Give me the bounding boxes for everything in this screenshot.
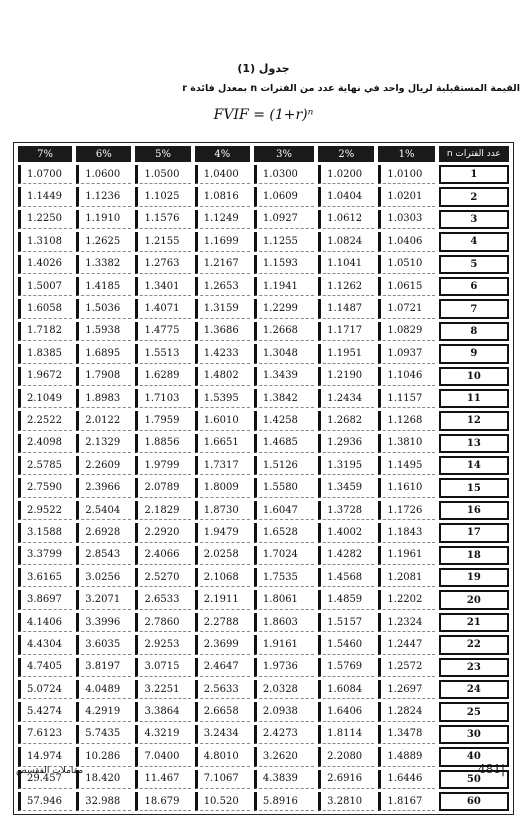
value-cell: 1.5007 — [18, 277, 72, 296]
value-cell: 2.5404 — [76, 501, 131, 520]
value-cell: 2.5633 — [195, 680, 250, 699]
value-cell: 1.1951 — [318, 344, 374, 363]
value-cell: 1.1262 — [318, 277, 374, 296]
value-cell: 2.3699 — [195, 635, 250, 654]
value-cell: 4.2919 — [76, 702, 131, 721]
value-cell: 1.1046 — [378, 367, 434, 386]
value-cell: 1.2155 — [135, 232, 190, 251]
value-cell: 4.3839 — [254, 770, 314, 789]
value-cell: 10.520 — [195, 792, 250, 811]
value-cell: 1.2763 — [135, 255, 190, 274]
header-rate-5: 5% — [135, 146, 190, 162]
table-row — [18, 747, 509, 766]
value-cell: 3.8697 — [18, 590, 72, 609]
table-row — [18, 255, 509, 274]
table-row — [18, 344, 509, 363]
value-cell: 29.457 — [18, 770, 72, 789]
value-cell: 1.6084 — [318, 680, 374, 699]
value-cell: 1.3048 — [254, 344, 314, 363]
value-cell: 1.0201 — [378, 187, 434, 206]
period-cell: 3 — [439, 210, 509, 229]
value-cell: 2.6916 — [318, 770, 374, 789]
value-cell: 2.7590 — [18, 478, 72, 497]
value-cell: 1.0615 — [378, 277, 434, 296]
value-cell: 1.1610 — [378, 478, 434, 497]
value-cell: 18.679 — [135, 792, 190, 811]
period-cell: 2 — [439, 187, 509, 206]
value-cell: 1.1041 — [318, 255, 374, 274]
period-cell: 25 — [439, 702, 509, 721]
value-cell: 1.2434 — [318, 389, 374, 408]
value-cell: 1.1495 — [378, 456, 434, 475]
table-row — [18, 635, 509, 654]
value-cell: 1.2697 — [378, 680, 434, 699]
value-cell: 1.9736 — [254, 658, 314, 677]
value-cell: 4.7405 — [18, 658, 72, 677]
value-cell: 1.5126 — [254, 456, 314, 475]
header-rate-6: 6% — [76, 146, 131, 162]
value-cell: 1.8167 — [378, 792, 434, 811]
value-cell: 2.2080 — [318, 747, 374, 766]
value-cell: 3.3799 — [18, 546, 72, 565]
value-cell: 7.0400 — [135, 747, 190, 766]
value-cell: 1.0400 — [195, 165, 250, 184]
table-row — [18, 367, 509, 386]
value-cell: 1.0200 — [318, 165, 374, 184]
period-cell: 23 — [439, 658, 509, 677]
value-cell: 1.2653 — [195, 277, 250, 296]
value-cell: 1.3810 — [378, 434, 434, 453]
value-cell: 7.6123 — [18, 725, 72, 744]
value-cell: 3.2620 — [254, 747, 314, 766]
value-cell: 1.5036 — [76, 299, 131, 318]
value-cell: 1.4185 — [76, 277, 131, 296]
value-cell: 1.4685 — [254, 434, 314, 453]
value-cell: 1.1843 — [378, 523, 434, 542]
value-cell: 2.1049 — [18, 389, 72, 408]
value-cell: 1.6406 — [318, 702, 374, 721]
table-row — [18, 792, 509, 811]
value-cell: 11.467 — [135, 770, 190, 789]
value-cell: 1.1157 — [378, 389, 434, 408]
value-cell: 1.8009 — [195, 478, 250, 497]
value-cell: 57.946 — [18, 792, 72, 811]
period-cell: 1 — [439, 165, 509, 184]
value-cell: 1.8114 — [318, 725, 374, 744]
value-cell: 1.5395 — [195, 389, 250, 408]
value-cell: 2.9522 — [18, 501, 72, 520]
period-cell: 13 — [439, 434, 509, 453]
value-cell: 1.0816 — [195, 187, 250, 206]
value-cell: 1.1236 — [76, 187, 131, 206]
header-rate-7: 7% — [18, 146, 72, 162]
value-cell: 2.3966 — [76, 478, 131, 497]
value-cell: 1.6010 — [195, 411, 250, 430]
value-cell: 3.6035 — [76, 635, 131, 654]
value-cell: 1.6446 — [378, 770, 434, 789]
value-cell: 2.8543 — [76, 546, 131, 565]
header-rate-3: 3% — [254, 146, 314, 162]
value-cell: 1.3159 — [195, 299, 250, 318]
value-cell: 1.7182 — [18, 322, 72, 341]
value-cell: 1.4859 — [318, 590, 374, 609]
value-cell: 1.4026 — [18, 255, 72, 274]
value-cell: 1.1025 — [135, 187, 190, 206]
table-row — [18, 523, 509, 542]
value-cell: 1.6289 — [135, 367, 190, 386]
value-cell: 1.1593 — [254, 255, 314, 274]
period-cell: 40 — [439, 747, 509, 766]
period-cell: 21 — [439, 613, 509, 632]
value-cell: 3.2810 — [318, 792, 374, 811]
value-cell: 5.7435 — [76, 725, 131, 744]
value-cell: 1.0612 — [318, 210, 374, 229]
period-cell: 16 — [439, 501, 509, 520]
value-cell: 1.2447 — [378, 635, 434, 654]
table-row — [18, 590, 509, 609]
table-row — [18, 187, 509, 206]
value-cell: 1.0609 — [254, 187, 314, 206]
value-cell: 1.3439 — [254, 367, 314, 386]
value-cell: 2.6928 — [76, 523, 131, 542]
value-cell: 1.7103 — [135, 389, 190, 408]
table-row — [18, 411, 509, 430]
value-cell: 2.1911 — [195, 590, 250, 609]
value-cell: 1.4258 — [254, 411, 314, 430]
value-cell: 2.4098 — [18, 434, 72, 453]
value-cell: 1.5460 — [318, 635, 374, 654]
table-row — [18, 277, 509, 296]
value-cell: 1.0927 — [254, 210, 314, 229]
value-cell: 1.2936 — [318, 434, 374, 453]
value-cell: 1.4889 — [378, 747, 434, 766]
value-cell: 1.6047 — [254, 501, 314, 520]
header-periods: عدد الفترات n — [439, 146, 509, 162]
value-cell: 2.1329 — [76, 434, 131, 453]
period-cell: 6 — [439, 277, 509, 296]
header-rate-1: 1% — [378, 146, 434, 162]
value-cell: 4.1406 — [18, 613, 72, 632]
period-cell: 17 — [439, 523, 509, 542]
value-cell: 2.5785 — [18, 456, 72, 475]
value-cell: 1.4002 — [318, 523, 374, 542]
value-cell: 1.8856 — [135, 434, 190, 453]
period-cell: 7 — [439, 299, 509, 318]
value-cell: 3.8197 — [76, 658, 131, 677]
value-cell: 1.4568 — [318, 568, 374, 587]
value-cell: 1.1910 — [76, 210, 131, 229]
value-cell: 1.1255 — [254, 232, 314, 251]
value-cell: 2.0328 — [254, 680, 314, 699]
header-rate-2: 2% — [318, 146, 374, 162]
value-cell: 1.1249 — [195, 210, 250, 229]
header-row — [18, 146, 509, 162]
value-cell: 2.1829 — [135, 501, 190, 520]
period-cell: 10 — [439, 367, 509, 386]
value-cell: 1.7959 — [135, 411, 190, 430]
value-cell: 1.5769 — [318, 658, 374, 677]
value-cell: 1.3728 — [318, 501, 374, 520]
period-cell: 11 — [439, 389, 509, 408]
table-row — [18, 434, 509, 453]
value-cell: 1.6058 — [18, 299, 72, 318]
period-cell: 15 — [439, 478, 509, 497]
value-cell: 1.0510 — [378, 255, 434, 274]
table-row — [18, 613, 509, 632]
table-row — [18, 546, 509, 565]
value-cell: 1.9161 — [254, 635, 314, 654]
value-cell: 2.1068 — [195, 568, 250, 587]
value-cell: 1.4775 — [135, 322, 190, 341]
value-cell: 1.0600 — [76, 165, 131, 184]
value-cell: 1.0300 — [254, 165, 314, 184]
value-cell: 1.4802 — [195, 367, 250, 386]
value-cell: 1.9672 — [18, 367, 72, 386]
value-cell: 1.2250 — [18, 210, 72, 229]
value-cell: 1.0500 — [135, 165, 190, 184]
value-cell: 1.2824 — [378, 702, 434, 721]
value-cell: 3.2434 — [195, 725, 250, 744]
value-cell: 4.0489 — [76, 680, 131, 699]
period-cell: 4 — [439, 232, 509, 251]
period-cell: 14 — [439, 456, 509, 475]
value-cell: 1.5938 — [76, 322, 131, 341]
page-number: 481| — [478, 762, 505, 776]
period-cell: 60 — [439, 792, 509, 811]
value-cell: 3.0715 — [135, 658, 190, 677]
period-cell: 12 — [439, 411, 509, 430]
value-cell: 1.2299 — [254, 299, 314, 318]
table-subtitle: القيمة المستقبلية لريال واحد في نهاية عدد من الفترات n بمعدل فائدة r — [182, 83, 520, 94]
value-cell: 1.5580 — [254, 478, 314, 497]
value-cell: 1.8385 — [18, 344, 72, 363]
table-row — [18, 702, 509, 721]
value-cell: 2.9253 — [135, 635, 190, 654]
value-cell: 1.2572 — [378, 658, 434, 677]
value-cell: 1.1717 — [318, 322, 374, 341]
value-cell: 1.0404 — [318, 187, 374, 206]
value-cell: 3.1588 — [18, 523, 72, 542]
period-cell: 24 — [439, 680, 509, 699]
value-cell: 1.8061 — [254, 590, 314, 609]
table-body — [18, 165, 509, 811]
period-cell: 9 — [439, 344, 509, 363]
value-cell: 2.4273 — [254, 725, 314, 744]
value-cell: 1.1449 — [18, 187, 72, 206]
value-cell: 1.4071 — [135, 299, 190, 318]
table-row — [18, 456, 509, 475]
value-cell: 1.1961 — [378, 546, 434, 565]
table-row — [18, 165, 509, 184]
value-cell: 1.2625 — [76, 232, 131, 251]
value-cell: 2.2522 — [18, 411, 72, 430]
table-row — [18, 322, 509, 341]
value-cell: 1.0100 — [378, 165, 434, 184]
value-cell: 2.6658 — [195, 702, 250, 721]
value-cell: 1.3842 — [254, 389, 314, 408]
table-row — [18, 478, 509, 497]
header-rate-4: 4% — [195, 146, 250, 162]
value-cell: 1.7908 — [76, 367, 131, 386]
period-cell: 22 — [439, 635, 509, 654]
value-cell: 1.0700 — [18, 165, 72, 184]
value-cell: 1.2668 — [254, 322, 314, 341]
value-cell: 1.3382 — [76, 255, 131, 274]
table-row — [18, 232, 509, 251]
value-cell: 3.2071 — [76, 590, 131, 609]
value-cell: 1.6895 — [76, 344, 131, 363]
value-cell: 1.3108 — [18, 232, 72, 251]
value-cell: 2.6533 — [135, 590, 190, 609]
value-cell: 3.3996 — [76, 613, 131, 632]
value-cell: 1.2081 — [378, 568, 434, 587]
value-cell: 1.3195 — [318, 456, 374, 475]
value-cell: 1.1699 — [195, 232, 250, 251]
value-cell: 1.0824 — [318, 232, 374, 251]
value-cell: 1.2682 — [318, 411, 374, 430]
value-cell: 2.2920 — [135, 523, 190, 542]
value-cell: 1.0406 — [378, 232, 434, 251]
value-cell: 1.5513 — [135, 344, 190, 363]
value-cell: 1.0937 — [378, 344, 434, 363]
value-cell: 1.3686 — [195, 322, 250, 341]
table-row — [18, 501, 509, 520]
value-cell: 2.5270 — [135, 568, 190, 587]
value-cell: 1.0829 — [378, 322, 434, 341]
value-cell: 4.3219 — [135, 725, 190, 744]
value-cell: 1.2167 — [195, 255, 250, 274]
value-cell: 3.2251 — [135, 680, 190, 699]
value-cell: 1.1487 — [318, 299, 374, 318]
table-row — [18, 680, 509, 699]
value-cell: 1.3401 — [135, 277, 190, 296]
value-cell: 2.2609 — [76, 456, 131, 475]
value-cell: 1.1941 — [254, 277, 314, 296]
value-cell: 1.2202 — [378, 590, 434, 609]
value-cell: 1.1576 — [135, 210, 190, 229]
period-cell: 30 — [439, 725, 509, 744]
value-cell: 3.0256 — [76, 568, 131, 587]
table-row — [18, 210, 509, 229]
value-cell: 1.0721 — [378, 299, 434, 318]
period-cell: 5 — [439, 255, 509, 274]
value-cell: 5.8916 — [254, 792, 314, 811]
value-cell: 1.1726 — [378, 501, 434, 520]
value-cell: 1.3478 — [378, 725, 434, 744]
value-cell: 4.4304 — [18, 635, 72, 654]
value-cell: 1.4233 — [195, 344, 250, 363]
value-cell: 2.4066 — [135, 546, 190, 565]
value-cell: 1.8983 — [76, 389, 131, 408]
value-cell: 1.6528 — [254, 523, 314, 542]
value-cell: 5.4274 — [18, 702, 72, 721]
value-cell: 14.974 — [18, 747, 72, 766]
value-cell: 2.0938 — [254, 702, 314, 721]
value-cell: 4.8010 — [195, 747, 250, 766]
value-cell: 5.0724 — [18, 680, 72, 699]
value-cell: 10.286 — [76, 747, 131, 766]
value-cell: 1.5157 — [318, 613, 374, 632]
value-cell: 1.1268 — [378, 411, 434, 430]
table-row — [18, 299, 509, 318]
table-title: جدول (1) — [237, 62, 290, 75]
period-cell: 50 — [439, 770, 509, 789]
value-cell: 2.0258 — [195, 546, 250, 565]
value-cell: 1.0303 — [378, 210, 434, 229]
future-value-table — [13, 142, 514, 815]
value-cell: 1.4282 — [318, 546, 374, 565]
value-cell: 1.7024 — [254, 546, 314, 565]
table-row — [18, 770, 509, 789]
value-cell: 1.6651 — [195, 434, 250, 453]
footer-book-title: مقاملات الفقسص — [16, 766, 84, 776]
value-cell: 18.420 — [76, 770, 131, 789]
value-cell: 1.8730 — [195, 501, 250, 520]
period-cell: 20 — [439, 590, 509, 609]
table-row — [18, 725, 509, 744]
table-row — [18, 568, 509, 587]
value-cell: 2.7860 — [135, 613, 190, 632]
value-cell: 1.2190 — [318, 367, 374, 386]
value-cell: 1.9799 — [135, 456, 190, 475]
value-cell: 1.3459 — [318, 478, 374, 497]
period-cell: 19 — [439, 568, 509, 587]
value-cell: 2.2788 — [195, 613, 250, 632]
value-cell: 1.7535 — [254, 568, 314, 587]
value-cell: 7.1067 — [195, 770, 250, 789]
value-cell: 1.2324 — [378, 613, 434, 632]
value-cell: 32.988 — [76, 792, 131, 811]
value-cell: 1.7317 — [195, 456, 250, 475]
value-cell: 3.6165 — [18, 568, 72, 587]
table-row — [18, 658, 509, 677]
value-cell: 2.0789 — [135, 478, 190, 497]
table-row — [18, 389, 509, 408]
value-cell: 2.4647 — [195, 658, 250, 677]
period-cell: 18 — [439, 546, 509, 565]
value-cell: 1.9479 — [195, 523, 250, 542]
value-cell: 1.8603 — [254, 613, 314, 632]
value-cell: 2.0122 — [76, 411, 131, 430]
fvif-formula: FVIF = (1+r)ⁿ — [213, 107, 314, 123]
period-cell: 8 — [439, 322, 509, 341]
value-cell: 3.3864 — [135, 702, 190, 721]
